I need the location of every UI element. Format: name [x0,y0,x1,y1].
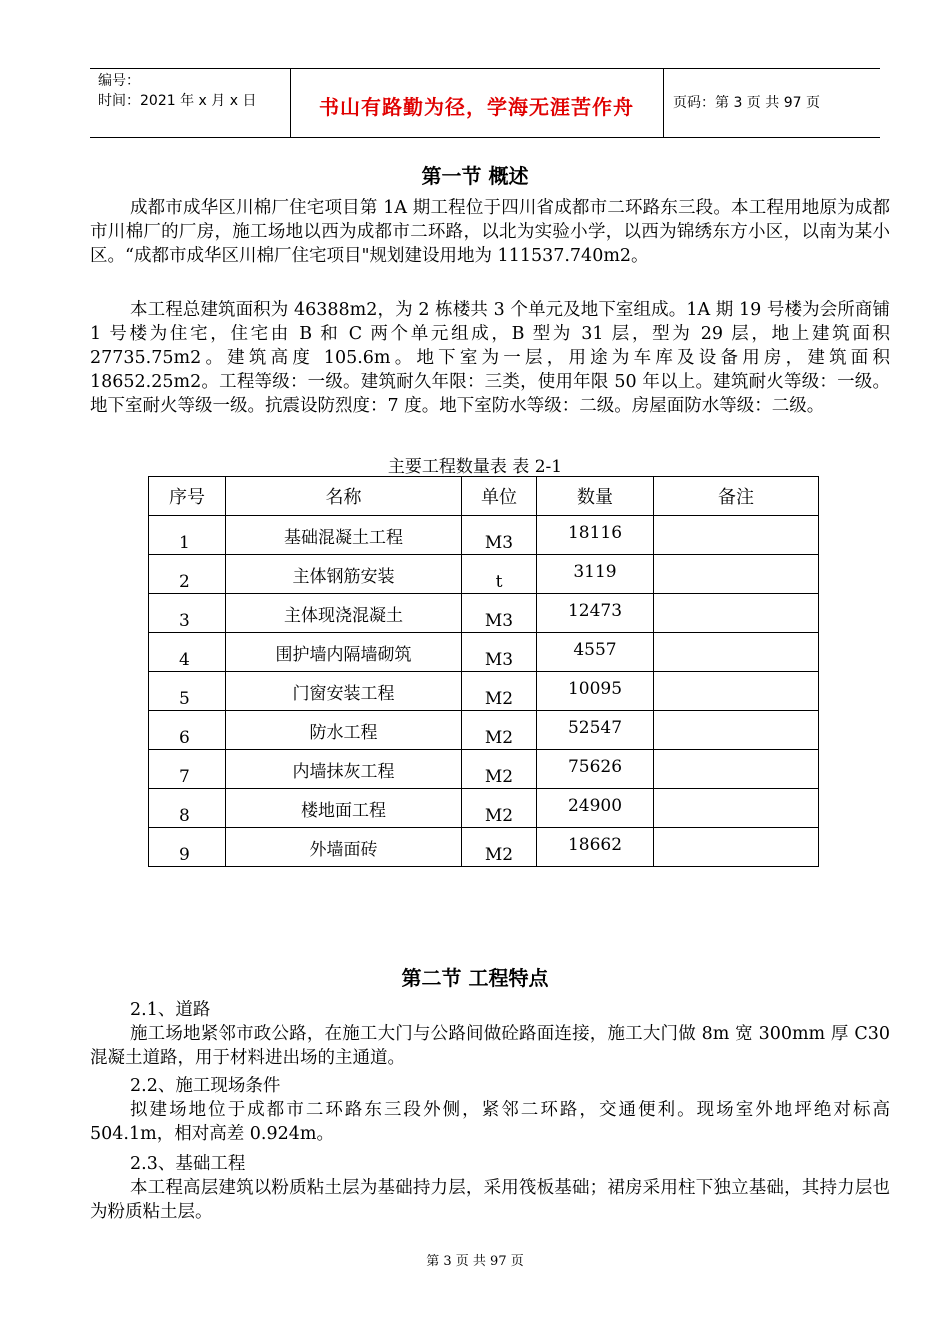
page-header [90,68,880,138]
row-qty: 18116 [567,523,623,543]
row-qty: 75626 [567,757,623,777]
col-header-qty: 数量 [537,477,654,516]
table-row [149,594,819,633]
row-unit: M3 [484,533,514,553]
row-no: 7 [179,767,190,787]
row-remark [654,672,819,711]
subheading-road: 2.1、道路 [130,1000,211,1020]
row-unit: t [495,572,503,592]
row-no: 1 [179,533,190,553]
row-qty: 12473 [567,601,623,621]
table-row [149,672,819,711]
row-qty: 4557 [573,640,617,660]
row-qty: 18662 [567,835,623,855]
row-unit: M2 [484,806,514,826]
table-row [149,828,819,867]
subheading-foundation: 2.3、基础工程 [130,1154,246,1174]
row-qty: 52547 [567,718,623,738]
row-remark [654,711,819,750]
section2-title: 第二节 工程特点 [401,966,549,990]
row-remark [654,516,819,555]
header-page-cell [663,69,880,137]
paragraph-foundation: 本工程高层建筑以粉质粘土层为基础持力层，采用筏板基础；裙房采用柱下独立基础，其持力层也为粉质粘土层。 [90,1178,890,1222]
row-qty: 24900 [567,796,623,816]
section1-title: 第一节 概述 [421,164,529,188]
motto: 书山有路勤为径，学海无涯苦作舟 [319,95,634,119]
section1-paragraph-2: 本工程总建筑面积为 46388m2，为 2 栋楼共 3 个单元及地下室组成。1A 期 19 号楼为会所商铺 1 号楼为住宅，住宅由 B 和 C 两个单元组成，B 型为 31 层，型为 29 层，地上建筑面积 27735.75m2。建筑高度 105.6m。地下室为一层，用途为车库及设备用房，建筑面积 18652.25m2。工程等级：一级。建筑耐久年限：三类，使用年限 50 年以上。建筑耐火等级：一级。地下室耐火等级一级。抗震设防烈度：7 度。地下室防水等级：二级。房屋面防水等级：二级。 [90,300,890,416]
page-label: 页码：第 3 页 共 97 页 [673,95,820,111]
table-row [149,711,819,750]
table-row [149,750,819,789]
row-name: 围护墙内隔墙砌筑 [226,633,462,672]
header-motto-cell [290,69,664,137]
row-remark [654,789,819,828]
table-row [149,555,819,594]
row-name: 防水工程 [226,711,462,750]
row-name: 基础混凝土工程 [226,516,462,555]
row-no: 6 [179,728,190,748]
table-row [149,516,819,555]
row-unit: M2 [484,845,514,865]
row-no: 9 [179,845,190,865]
row-no: 4 [179,650,190,670]
row-name: 主体现浇混凝土 [226,594,462,633]
quantity-table [148,476,819,867]
row-no: 3 [179,611,190,631]
serial-label: 编号： [98,73,140,89]
row-unit: M2 [484,767,514,787]
col-header-remark: 备注 [654,477,819,516]
paragraph-road: 施工场地紧邻市政公路，在施工大门与公路间做砼路面连接，施工大门做 8m 宽 300mm 厚 C30 混凝土道路，用于材料进出场的主通道。 [90,1024,890,1068]
col-header-unit: 单位 [462,477,537,516]
row-unit: M3 [484,611,514,631]
col-header-no: 序号 [149,477,226,516]
row-name: 楼地面工程 [226,789,462,828]
row-qty: 3119 [573,562,617,582]
row-remark [654,555,819,594]
row-qty: 10095 [567,679,623,699]
row-name: 内墙抹灰工程 [226,750,462,789]
row-name: 门窗安装工程 [226,672,462,711]
row-remark [654,828,819,867]
row-remark [654,594,819,633]
row-name: 主体钢筋安装 [226,555,462,594]
row-no: 8 [179,806,190,826]
table-caption: 主要工程数量表 表 2-1 [387,457,563,477]
subheading-site-conditions: 2.2、施工现场条件 [130,1076,281,1096]
row-unit: M2 [484,728,514,748]
row-unit: M3 [484,650,514,670]
row-name: 外墙面砖 [226,828,462,867]
row-remark [654,633,819,672]
row-unit: M2 [484,689,514,709]
paragraph-site-conditions: 拟建场地位于成都市二环路东三段外侧，紧邻二环路，交通便利。现场室外地坪绝对标高 504.1m，相对高差 0.924m。 [90,1100,890,1144]
table-row [149,789,819,828]
page-footer: 第 3 页 共 97 页 [426,1254,524,1269]
table-header-row [149,477,819,516]
row-no: 5 [179,689,190,709]
header-meta-cell [90,69,291,137]
row-no: 2 [179,572,190,592]
row-remark [654,750,819,789]
section1-paragraph-1: 成都市成华区川棉厂住宅项目第 1A 期工程位于四川省成都市二环路东三段。本工程用地原为成都市川棉厂的厂房，施工场地以西为成都市二环路，以北为实验小学，以西为锦绣东方小区，以南为某小区。“成都市成华区川棉厂住宅项目"规划建设用地为 111537.740m2。 [90,198,890,266]
table-row [149,633,819,672]
time-label: 时间：2021 年 x 月 x 日 [98,93,257,109]
col-header-name: 名称 [226,477,462,516]
